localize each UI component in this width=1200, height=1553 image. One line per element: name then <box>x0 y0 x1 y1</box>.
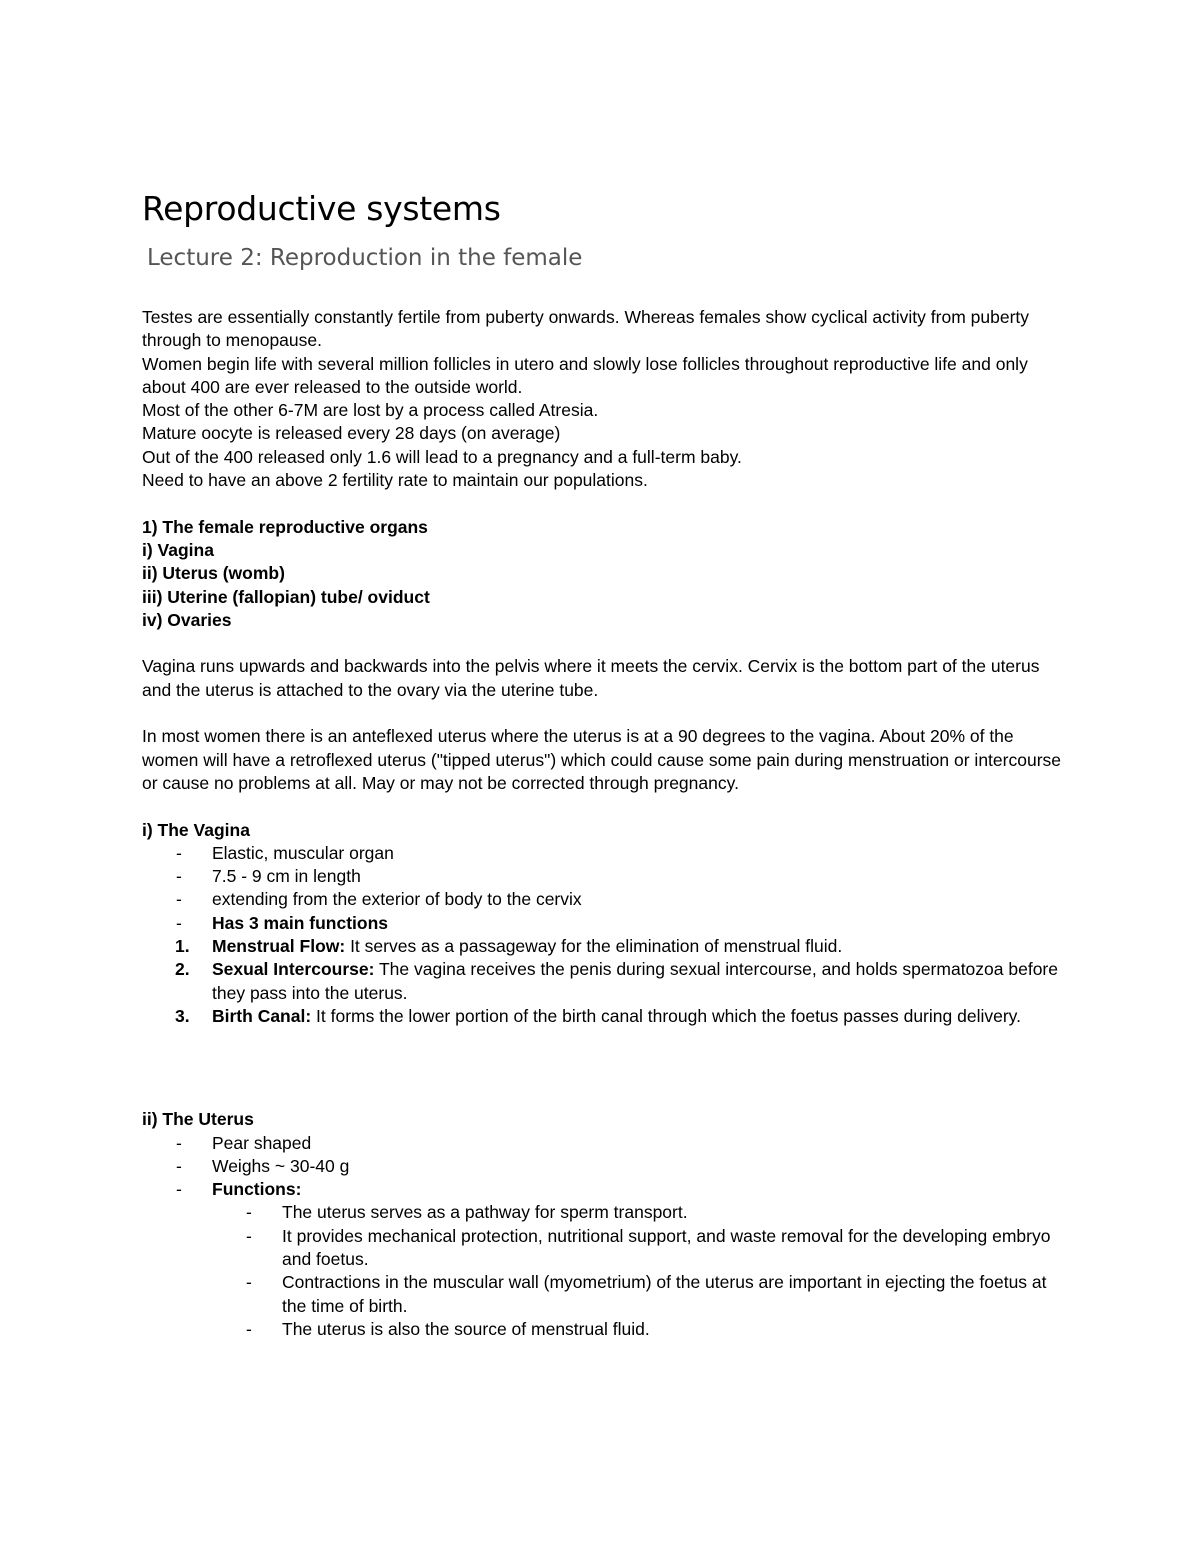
document-body <box>142 186 1067 1341</box>
function-label: Sexual Intercourse: <box>212 959 375 980</box>
vagina-heading: i) The Vagina <box>142 819 250 840</box>
organ-item: ii) Uterus (womb) <box>142 563 285 584</box>
function-text: It serves as a passageway for the elimination of menstrual fluid. <box>345 936 843 957</box>
functions-heading: Functions: <box>212 1179 302 1200</box>
function-label: Menstrual Flow: <box>212 936 346 957</box>
uterus-section <box>142 1108 1067 1341</box>
nested-list-item <box>142 1201 1067 1224</box>
list-item-text: Contractions in the muscular wall (myometrium) of the uterus are important in ejecting the foetus at the time of birth. <box>282 1272 1047 1316</box>
nested-list-item <box>142 1225 1067 1272</box>
dash-bullet: - <box>176 912 182 933</box>
list-item-text: The uterus serves as a pathway for sperm transport. <box>282 1202 688 1223</box>
item-number: 1. <box>175 936 190 957</box>
dash-bullet: - <box>246 1272 252 1293</box>
uterus-heading: ii) The Uterus <box>142 1109 254 1130</box>
list-item-text: The uterus is also the source of menstrual fluid. <box>282 1318 650 1339</box>
numbered-item <box>142 958 1067 1005</box>
organs-section <box>142 516 1067 632</box>
dash-bullet: - <box>246 1318 252 1339</box>
organ-item: iii) Uterine (fallopian) tube/ oviduct <box>142 586 430 607</box>
numbered-item <box>142 1005 1067 1028</box>
list-item-text: Weighs ~ 30-40 g <box>212 1155 350 1176</box>
list-item <box>142 1178 1067 1201</box>
list-item <box>142 912 1067 935</box>
intro-line: Need to have an above 2 fertility rate to maintain our populations. <box>142 470 648 491</box>
list-item-text: Elastic, muscular organ <box>212 842 394 863</box>
organ-item: iv) Ovaries <box>142 609 232 630</box>
dash-bullet: - <box>176 1155 182 1176</box>
lecture-subtitle: Lecture 2: Reproduction in the female <box>147 245 583 271</box>
function-text: It forms the lower portion of the birth canal through which the foetus passes during delivery. <box>311 1005 1021 1026</box>
intro-line: Mature oocyte is released every 28 days (on average) <box>142 423 561 444</box>
organ-item: i) Vagina <box>142 539 214 560</box>
list-item-text: extending from the exterior of body to the cervix <box>212 889 582 910</box>
numbered-item <box>142 935 1067 958</box>
intro-section <box>142 306 1067 492</box>
list-item <box>142 1155 1067 1178</box>
list-item-text: 7.5 - 9 cm in length <box>212 866 361 887</box>
uterus-position-paragraph: In most women there is an anteflexed uterus where the uterus is at a 90 degrees to the vagina. About 20% of the women will have a retroflexed uterus ("tipped uterus") which could cause some pain during menstruation or intercourse or cause no problems at all. May or may not be corrected through pregnancy. <box>142 726 1061 793</box>
dash-bullet: - <box>246 1225 252 1246</box>
dash-bullet: - <box>176 1132 182 1153</box>
intro-line: Women begin life with several million follicles in utero and slowly lose follicles throughout reproductive life and only about 400 are ever released to the outside world. <box>142 353 1028 397</box>
dash-bullet: - <box>246 1202 252 1223</box>
cervix-paragraph: Vagina runs upwards and backwards into the pelvis where it meets the cervix. Cervix is the bottom part of the uterus and the uterus is attached to the ovary via the uterine tube. <box>142 656 1040 700</box>
nested-list-item <box>142 1271 1067 1318</box>
intro-line: Most of the other 6-7M are lost by a process called Atresia. <box>142 400 599 421</box>
list-item <box>142 865 1067 888</box>
list-item <box>142 1132 1067 1155</box>
intro-line: Out of the 400 released only 1.6 will lead to a pregnancy and a full-term baby. <box>142 446 742 467</box>
dash-bullet: - <box>176 889 182 910</box>
item-number: 3. <box>175 1005 190 1026</box>
organs-heading: 1) The female reproductive organs <box>142 516 428 537</box>
nested-list-item <box>142 1318 1067 1341</box>
function-text: The vagina receives the penis during sexual intercourse, and holds spermatozoa before they pass into the uterus. <box>212 959 1058 1003</box>
dash-bullet: - <box>176 866 182 887</box>
list-item-text: It provides mechanical protection, nutritional support, and waste removal for the developing embryo and foetus. <box>282 1225 1051 1269</box>
list-item <box>142 888 1067 911</box>
vagina-section <box>142 819 1067 1029</box>
list-item-text: Pear shaped <box>212 1132 312 1153</box>
dash-bullet: - <box>176 842 182 863</box>
function-label: Birth Canal: <box>212 1005 312 1026</box>
list-item <box>142 842 1067 865</box>
intro-line: Testes are essentially constantly fertile from puberty onwards. Whereas females show cyclical activity from puberty through to menopause. <box>142 307 1030 351</box>
functions-heading: Has 3 main functions <box>212 912 389 933</box>
document-title: Reproductive systems <box>142 189 501 228</box>
dash-bullet: - <box>176 1179 182 1200</box>
item-number: 2. <box>175 959 190 980</box>
